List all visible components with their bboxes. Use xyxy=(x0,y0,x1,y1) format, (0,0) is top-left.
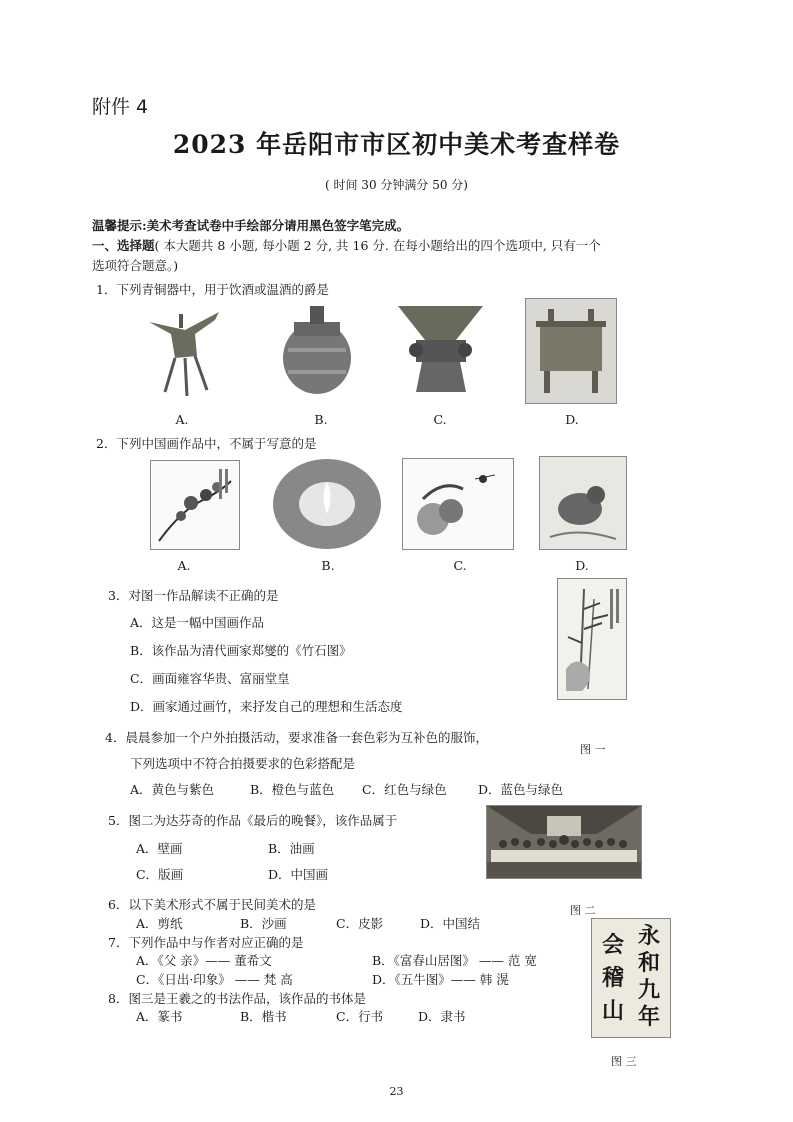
figure2-last-supper xyxy=(486,805,642,879)
q4-stem-line1: 4．晨晨参加一个户外拍摄活动，要求准备一套色彩为互补色的服饰， xyxy=(105,730,488,745)
figure1-caption: 图 一 xyxy=(580,743,606,756)
q2-image-b-lotus xyxy=(272,458,382,550)
q4-option-c: C．红色与绿色 xyxy=(362,782,447,797)
q8-option-b: B．楷书 xyxy=(240,1009,287,1024)
attachment-label: 附件 4 xyxy=(92,96,149,118)
figure2-caption: 图 二 xyxy=(570,904,596,917)
q6-stem: 6．以下美术形式不属于民间美术的是 xyxy=(108,897,316,912)
q5-option-b: B．油画 xyxy=(268,841,315,856)
q2-label-a: A. xyxy=(177,558,191,573)
q2-image-c xyxy=(402,458,514,550)
q3-option-b: B．该作品为清代画家郑燮的《竹石图》 xyxy=(130,643,352,658)
section1-desc-line2: 选项符合题意。) xyxy=(92,258,179,273)
q4-option-b: B．橙色与蓝色 xyxy=(250,782,335,797)
q7-stem: 7．下列作品中与作者对应正确的是 xyxy=(108,935,304,950)
q3-stem: 3．对图一作品解读不正确的是 xyxy=(108,588,279,603)
q3-option-c: C．画面雍容华贵、富丽堂皇 xyxy=(130,671,290,686)
page-title: 2023 年岳阳市市区初中美术考查样卷 xyxy=(172,130,621,159)
q5-option-d: D．中国画 xyxy=(268,867,329,882)
q4-option-a: A．黄色与紫色 xyxy=(130,782,215,797)
section1-heading: 一、选择题 xyxy=(92,238,155,253)
q8-option-c: C．行书 xyxy=(336,1009,384,1024)
q3-option-a: A．这是一幅中国画作品 xyxy=(130,615,265,630)
q5-option-c: C．版画 xyxy=(136,867,184,882)
q6-option-b: B．沙画 xyxy=(240,916,287,931)
q5-option-a: A．壁画 xyxy=(136,841,183,856)
figure1-bamboo-stone xyxy=(557,578,627,700)
q7-option-a: A．《父 亲》—— 董希文 xyxy=(136,953,272,968)
q6-option-d: D．中国结 xyxy=(420,916,481,931)
notice-text: 美术考查试卷中手绘部分请用黑色签字笔完成。 xyxy=(146,218,410,233)
calligraphy-column-right: 永和九年 xyxy=(637,923,660,1030)
q2-image-a xyxy=(150,460,240,550)
q1-image-d-ding xyxy=(525,298,617,404)
q1-label-a: A. xyxy=(175,412,189,427)
q6-option-c: C．皮影 xyxy=(336,916,384,931)
q1-image-b-you xyxy=(274,300,360,402)
q8-stem: 8．图三是王羲之的书法作品，该作品的书体是 xyxy=(108,991,366,1006)
q4-stem-line2: 下列选项中不符合拍摄要求的色彩搭配是 xyxy=(130,756,356,771)
page-subtitle: ( 时间 30 分钟满分 50 分) xyxy=(325,178,468,192)
notice xyxy=(92,216,409,234)
page-number: 23 xyxy=(389,1085,404,1098)
q6-option-a: A．剪纸 xyxy=(136,916,183,931)
q3-option-d: D．画家通过画竹，来抒发自己的理想和生活态度 xyxy=(130,699,403,714)
q2-label-d: D. xyxy=(575,558,589,573)
notice-label: 温馨提示: xyxy=(92,218,147,233)
q7-option-c: C．《日出·印象》 —— 梵 高 xyxy=(136,972,293,987)
q4-option-d: D．蓝色与绿色 xyxy=(478,782,564,797)
q8-option-d: D．隶书 xyxy=(418,1009,466,1024)
figure3-caption: 图 三 xyxy=(611,1055,637,1068)
q1-image-c-zun xyxy=(392,300,489,398)
figure3-calligraphy xyxy=(591,918,671,1038)
q2-label-c: C. xyxy=(453,558,467,573)
q5-stem: 5．图二为达芬奇的作品《最后的晚餐》，该作品属于 xyxy=(108,813,398,828)
calligraphy-column-left: 会稽山 xyxy=(601,932,624,1024)
q1-label-d: D. xyxy=(565,412,579,427)
q1-label-c: C. xyxy=(433,412,447,427)
q1-stem: 1．下列青铜器中，用于饮酒或温酒的爵是 xyxy=(96,282,329,297)
q7-option-d: D．《五牛图》—— 韩 滉 xyxy=(372,972,509,987)
q7-option-b: B．《富春山居图》 —— 范 宽 xyxy=(372,953,537,968)
q1-image-a-jue xyxy=(145,300,225,400)
section1-desc: ( 本大题共 8 小题, 每小题 2 分, 共 16 分. 在每小题给出的四个选项中, 只有一个 xyxy=(154,238,601,253)
q1-label-b: B. xyxy=(314,412,328,427)
q8-option-a: A．篆书 xyxy=(136,1009,183,1024)
section1-header xyxy=(92,236,601,254)
q2-stem: 2．下列中国画作品中，不属于写意的是 xyxy=(96,436,317,451)
q2-label-b: B. xyxy=(321,558,335,573)
q2-image-d-quail xyxy=(539,456,627,550)
